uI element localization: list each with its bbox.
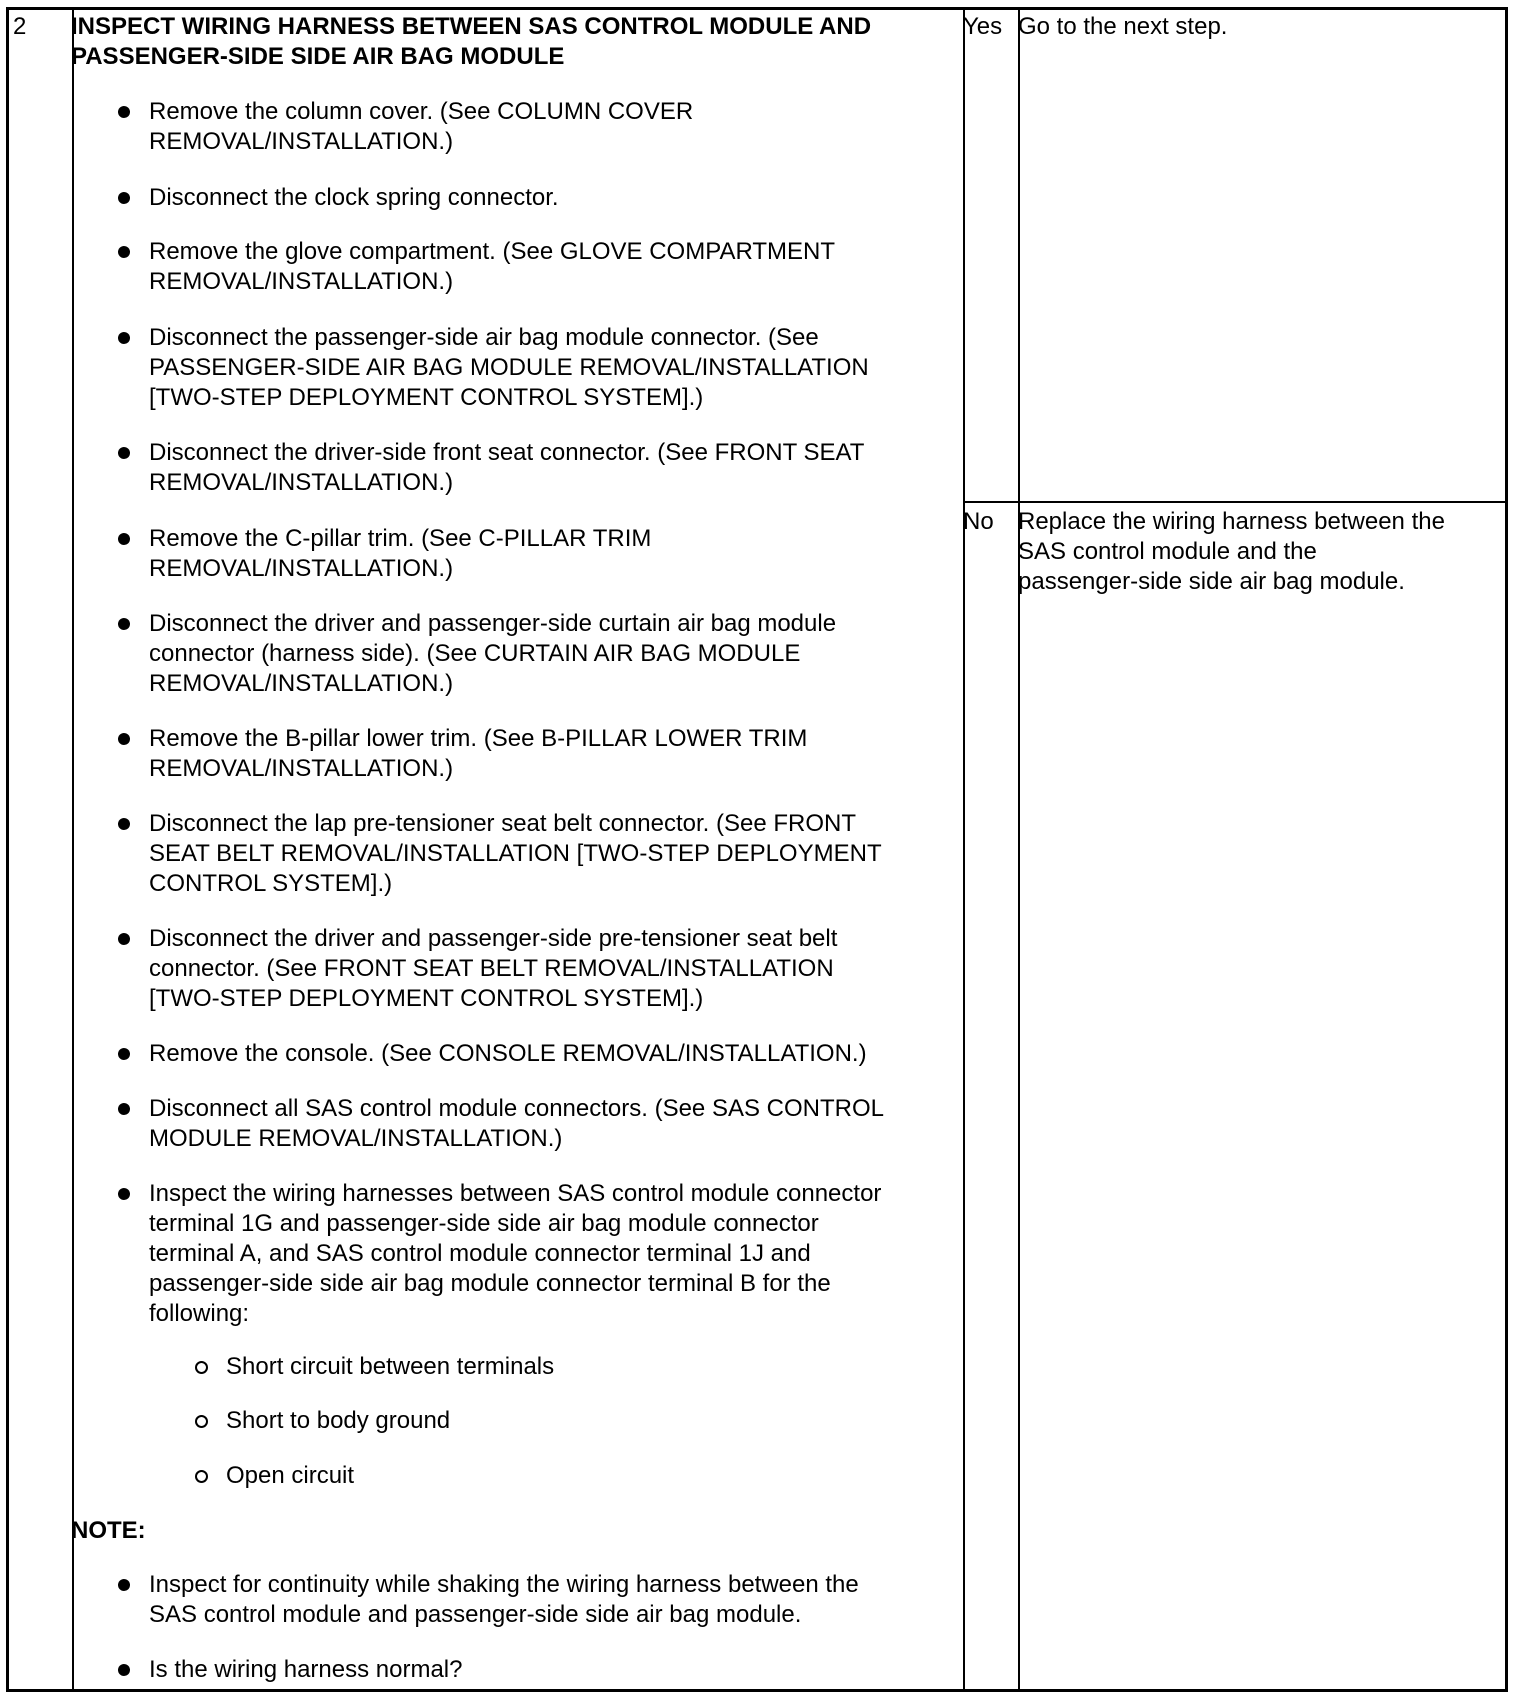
action-text-line: passenger-side side air bag module. [1018,568,1405,595]
step-title [71,12,871,72]
bullet-text-line: REMOVAL/INSTALLATION.) [149,469,454,496]
result-yes-action [1018,12,1227,42]
bullet-item [149,323,869,413]
sub-bullet-item [226,1461,354,1491]
bullet-icon [118,106,130,118]
bullet-text-line: REMOVAL/INSTALLATION.) [149,555,454,582]
result-no-action [1018,507,1445,597]
bullet-text-line: Disconnect the passenger-side air bag module connector. (See [149,324,819,351]
action-text-line: Go to the next step. [1018,13,1228,40]
bullet-text-line: passenger-side side air bag module connector terminal B for the [149,1270,831,1297]
bullet-item [149,438,864,498]
bullet-text-line: Disconnect the lap pre-tensioner seat belt connector. (See FRONT [149,810,857,837]
hollow-bullet-icon [195,1470,208,1483]
sub-bullet-text: Short circuit between terminals [226,1353,555,1380]
bullet-text-line: Remove the B-pillar lower trim. (See B-PILLAR LOWER TRIM [149,725,808,752]
bullet-text-line: [TWO-STEP DEPLOYMENT CONTROL SYSTEM].) [149,985,704,1012]
bullet-icon [118,1103,130,1115]
bullet-text-line: following: [149,1300,250,1327]
bullet-icon [118,447,130,459]
bullet-item [149,924,837,1014]
result-yes-label: Yes [963,13,1003,40]
bullet-item [149,97,693,157]
bullet-icon [118,332,130,344]
bullet-icon [118,933,130,945]
bullet-text-line: connector. (See FRONT SEAT BELT REMOVAL/INSTALLATION [149,955,834,982]
bullet-text-line: SAS control module and passenger-side side air bag module. [149,1601,802,1628]
column-divider-result [963,10,965,1689]
action-text-line: Replace the wiring harness between the [1018,508,1445,535]
bullet-text-line: connector (harness side). (See CURTAIN AIR BAG MODULE [149,640,801,667]
note-bullet-item [149,1570,859,1630]
bullet-text-line: terminal A, and SAS control module connector terminal 1J and [149,1240,811,1267]
bullet-text-line: REMOVAL/INSTALLATION.) [149,670,454,697]
bullet-text-line: MODULE REMOVAL/INSTALLATION.) [149,1125,563,1152]
bullet-icon [118,1188,130,1200]
bullet-icon [118,818,130,830]
note-label: NOTE: [71,1517,146,1544]
sub-bullet-text: Open circuit [226,1462,355,1489]
step-number: 2 [13,13,27,40]
result-no-label: No [963,508,994,535]
hollow-bullet-icon [195,1361,208,1374]
column-divider-step [72,10,74,1689]
bullet-icon [118,733,130,745]
bullet-text-line: Remove the column cover. (See COLUMN COVER [149,98,694,125]
bullet-item [149,237,835,297]
bullet-text-line: [TWO-STEP DEPLOYMENT CONTROL SYSTEM].) [149,384,704,411]
row-divider-yes-no [963,501,1505,503]
bullet-item [149,809,882,899]
bullet-item [149,1179,881,1329]
hollow-bullet-icon [195,1415,208,1428]
bullet-text-line: Remove the console. (See CONSOLE REMOVAL/INSTALLATION.) [149,1040,867,1067]
bullet-icon [118,533,130,545]
bullet-text-line: REMOVAL/INSTALLATION.) [149,755,454,782]
bullet-item [149,524,651,584]
step-title-line: INSPECT WIRING HARNESS BETWEEN SAS CONTROL MODULE AND [71,13,872,40]
sub-bullet-item [226,1406,450,1436]
column-divider-action [1018,10,1020,1689]
step-title-line: PASSENGER-SIDE SIDE AIR BAG MODULE [71,43,565,70]
bullet-text-line: Remove the glove compartment. (See GLOVE COMPARTMENT [149,238,836,265]
bullet-item [149,1094,884,1154]
bullet-text-line: Inspect the wiring harnesses between SAS control module connector [149,1180,882,1207]
bullet-text-line: Disconnect the clock spring connector. [149,184,559,211]
bullet-icon [118,246,130,258]
bullet-text-line: Is the wiring harness normal? [149,1656,463,1683]
bullet-text-line: REMOVAL/INSTALLATION.) [149,128,454,155]
note-bullet-item [149,1655,462,1685]
bullet-icon [118,192,130,204]
bullet-icon [118,618,130,630]
bullet-icon [118,1579,130,1591]
action-text-line: SAS control module and the [1018,538,1317,565]
sub-bullet-text: Short to body ground [226,1407,451,1434]
sub-bullet-item [226,1352,554,1382]
bullet-text-line: Disconnect all SAS control module connectors. (See SAS CONTROL [149,1095,884,1122]
bullet-text-line: Disconnect the driver and passenger-side curtain air bag module [149,610,837,637]
bullet-text-line: terminal 1G and passenger-side side air bag module connector [149,1210,819,1237]
bullet-item [149,724,807,784]
bullet-text-line: Disconnect the driver-side front seat connector. (See FRONT SEAT [149,439,865,466]
bullet-text-line: Remove the C-pillar trim. (See C-PILLAR TRIM [149,525,652,552]
bullet-item [149,1039,867,1069]
bullet-icon [118,1664,130,1676]
bullet-text-line: Disconnect the driver and passenger-side pre-tensioner seat belt [149,925,838,952]
bullet-icon [118,1048,130,1060]
bullet-text-line: PASSENGER-SIDE AIR BAG MODULE REMOVAL/INSTALLATION [149,354,869,381]
bullet-item [149,609,836,699]
bullet-text-line: Inspect for continuity while shaking the wiring harness between the [149,1571,859,1598]
bullet-text-line: REMOVAL/INSTALLATION.) [149,268,454,295]
bullet-text-line: SEAT BELT REMOVAL/INSTALLATION [TWO-STEP DEPLOYMENT [149,840,882,867]
bullet-item [149,183,559,213]
bullet-text-line: CONTROL SYSTEM].) [149,870,393,897]
